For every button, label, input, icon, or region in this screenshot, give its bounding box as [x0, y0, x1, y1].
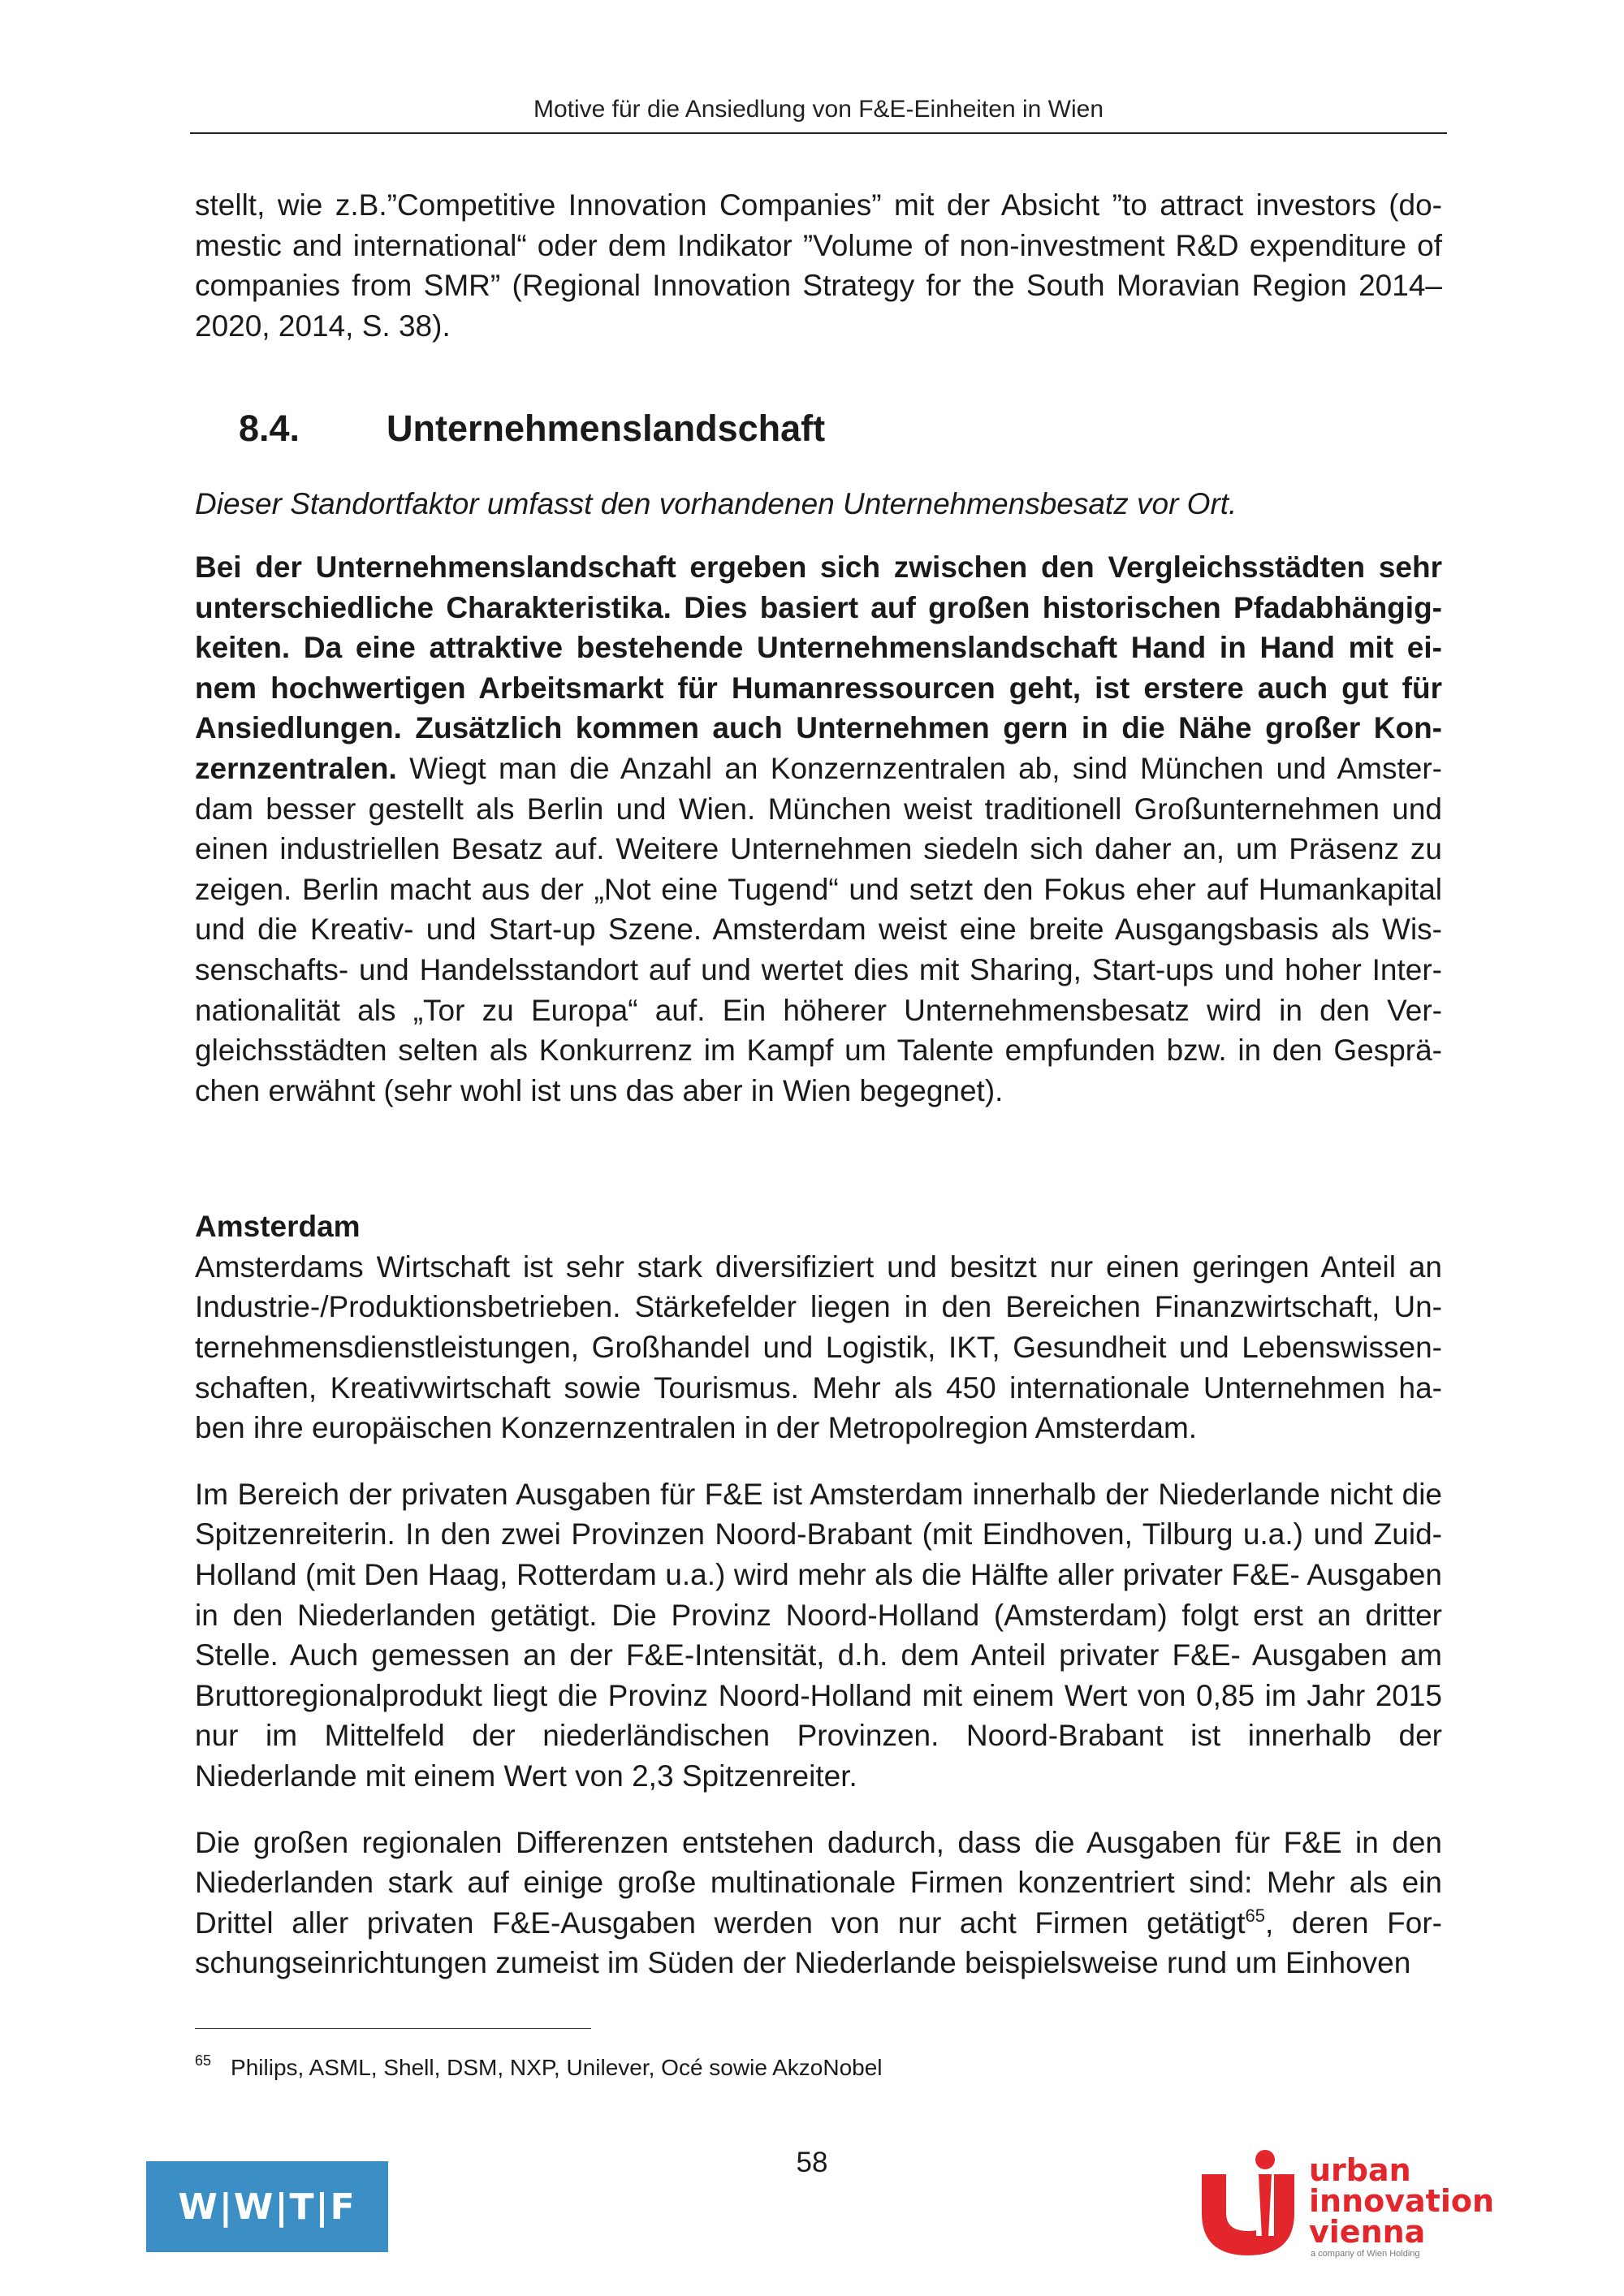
text-line: mestic and international“ oder dem Indikator ”Volume of non-investment R&D expenditure of	[195, 228, 1442, 262]
text-line: im Jahr 2015 nur im Mittelfeld der niederländischen Provinzen. Noord-Brabant ist innerhalb	[195, 1678, 1443, 1753]
text-line: schaften, Kreativwirtschaft sowie Tourismus. Mehr als 450 internationale Unternehmen ha-	[195, 1370, 1442, 1405]
uiv-line: innovation	[1309, 2183, 1494, 2219]
section-number: 8.4.	[239, 408, 300, 450]
text-line: Niederlanden stark auf einige große multinationale Firmen konzentriert sind: Mehr als ein	[195, 1866, 1442, 1900]
text-line: gleichsstädten selten als Konkurrenz im Kampf um Talente empfunden bzw. in den Gesprä-	[195, 1034, 1442, 1068]
text-line: Industrie-/Produktionsbetrieben. Stärkefelder liegen in den Bereichen Finanzwirtschaft, Un-	[195, 1290, 1442, 1324]
wwtf-logo-text: W|W|T|F	[178, 2186, 356, 2228]
text-line: zernzentralen.	[195, 751, 397, 785]
text-line: Drittel aller privaten F&E-Ausgaben werden von nur acht Firmen getätigt	[195, 1905, 1246, 1940]
amsterdam-paragraph-3	[195, 1823, 1442, 1983]
uiv-line: vienna	[1309, 2214, 1426, 2250]
amsterdam-paragraph-2	[195, 1474, 1442, 1797]
text-line: Ausgaben am Bruttoregionalprodukt liegt die Provinz Noord-Holland mit einem Wert von 0,85	[195, 1638, 1442, 1712]
text-line: , deren For-	[1265, 1905, 1442, 1940]
text-line: Die großen regionalen Differenzen entstehen dadurch, dass die Ausgaben für F&E in den	[195, 1825, 1442, 1859]
wwtf-logo	[146, 2161, 388, 2252]
text-line: unterschiedliche Charakteristika. Dies basiert auf großen historischen Pfadabhängig-	[195, 590, 1442, 624]
text-line: an dritter Stelle. Auch gemessen an der F&E-Intensität, d.h. dem Anteil privater F&E-	[195, 1598, 1442, 1672]
running-header: Motive für die Ansiedlung von F&E-Einheiten in Wien	[533, 96, 1104, 123]
text-line: keiten. Da eine attraktive bestehende Unternehmenslandschaft Hand in Hand mit ei-	[195, 631, 1442, 665]
page-content	[195, 185, 1442, 1983]
text-line: Amsterdams Wirtschaft ist sehr stark diversifiziert und besitzt nur einen geringen Anteil an	[195, 1249, 1442, 1284]
page-number: 58	[796, 2147, 828, 2178]
text-line: Im Bereich der privaten Ausgaben für F&E ist Amsterdam innerhalb der Niederlande nicht	[195, 1477, 1393, 1511]
urban-innovation-vienna-logo	[1187, 2147, 1494, 2268]
text-line: und die Kreativ- und Start-up Szene. Amsterdam weist eine breite Ausgangsbasis als Wis-	[195, 913, 1442, 947]
text-line: ternehmensdienstleistungen, Großhandel und Logistik, IKT, Gesundheit und Lebenswissen-	[195, 1331, 1442, 1365]
footnote-number: 65	[195, 2052, 212, 2069]
text-line: Ausgaben in den Niederlanden getätigt. Die Provinz Noord-Holland (Amsterdam) folgt erst	[195, 1558, 1442, 1632]
header-rule	[190, 132, 1447, 134]
text-line: nem hochwertigen Arbeitsmarkt für Humanressourcen geht, ist erstere auch gut für	[195, 671, 1442, 705]
main-paragraph	[195, 547, 1442, 1111]
text-line: einen industriellen Besatz auf. Weitere Unternehmen siedeln sich daher an, um Präsenz zu	[195, 832, 1442, 866]
uiv-line: urban	[1309, 2152, 1411, 2188]
text-line: ben ihre europäischen Konzernzentralen in der Metropolregion Amsterdam.	[195, 1411, 1198, 1445]
text-line: die Spitzenreiterin. In den zwei Provinzen Noord-Brabant (mit Eindhoven, Tilburg u.a.) und	[195, 1477, 1443, 1552]
text-line: stellt, wie z.B.”Competitive Innovation Companies” mit der Absicht ”to attract investors (do-	[195, 188, 1442, 222]
text-line: nationalität als „Tor zu Europa“ auf. Ein höherer Unternehmensbesatz wird in den Ver-	[195, 993, 1442, 1027]
section-title: Unternehmenslandschaft	[387, 408, 826, 450]
text-line: 2020, 2014, S. 38).	[195, 309, 451, 343]
footnote-rule	[195, 2028, 591, 2029]
footnote	[195, 2044, 1332, 2084]
text-line: dam besser gestellt als Berlin und Wien. München weist traditionell Großunternehmen und	[195, 792, 1442, 826]
uiv-emblem-icon	[1187, 2147, 1309, 2268]
text-line: schungseinrichtungen zumeist im Süden der Niederlande beispielsweise rund um Einhoven	[195, 1946, 1411, 1980]
footnote-text: Philips, ASML, Shell, DSM, NXP, Unilever, Océ sowie AkzoNobel	[231, 2055, 883, 2080]
uiv-wordmark	[1309, 2152, 1494, 2250]
text-line: Zuid-Holland (mit Den Haag, Rotterdam u.a.) wird mehr als die Hälfte aller privater F&E-	[195, 1517, 1442, 1592]
text-line: Bei der Unternehmenslandschaft ergeben sich zwischen den Vergleichsstädten sehr	[195, 550, 1442, 584]
definition-text: Dieser Standortfaktor umfasst den vorhandenen Unternehmensbesatz vor Ort.	[195, 487, 1237, 521]
section-heading	[239, 404, 1442, 453]
footnote-reference[interactable]: 65	[1245, 1905, 1266, 1926]
intro-paragraph	[195, 185, 1442, 346]
text-line: chen erwähnt (sehr wohl ist uns das aber in Wien begegnet).	[195, 1073, 1004, 1107]
uiv-subline: a company of Wien Holding	[1311, 2249, 1420, 2259]
text-line: senschafts- und Handelsstandort auf und wertet dies mit Sharing, Start-ups und hoher Inter-	[195, 952, 1442, 986]
text-line: der Niederlande mit einem Wert von 2,3 Spitzenreiter.	[195, 1719, 1442, 1793]
text-line: Ansiedlungen. Zusätzlich kommen auch Unternehmen gern in die Nähe großer Kon-	[195, 711, 1442, 745]
amsterdam-heading: Amsterdam	[195, 1210, 361, 1244]
text-line: Wiegt man die Anzahl an Konzernzentralen ab, sind München und Amster-	[396, 751, 1442, 785]
amsterdam-paragraph-1	[195, 1247, 1442, 1448]
text-line: zeigen. Berlin macht aus der „Not eine Tugend“ und setzt den Fokus eher auf Humankapital	[195, 872, 1442, 906]
text-line: companies from SMR” (Regional Innovation Strategy for the South Moravian Region 2014–	[195, 269, 1442, 303]
